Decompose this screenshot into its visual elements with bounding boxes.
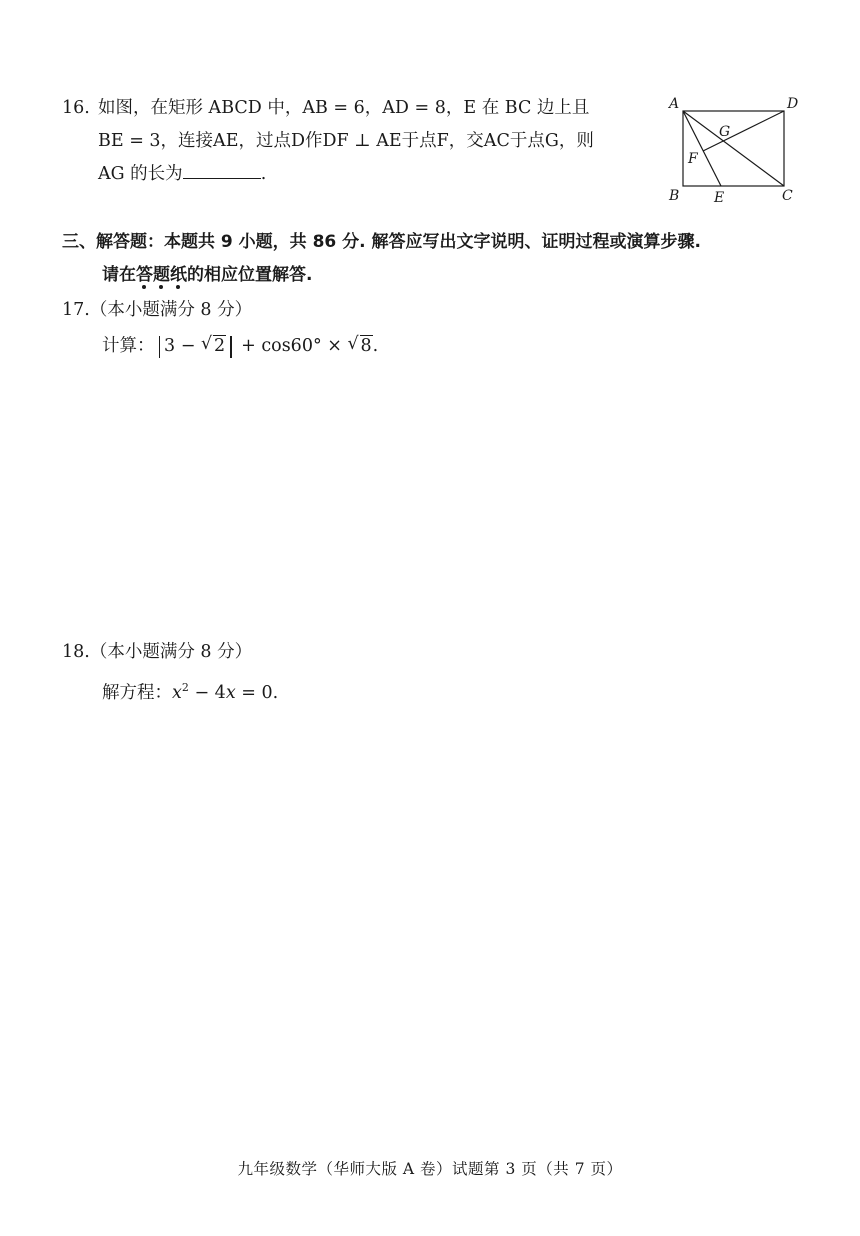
- segment-ae: [683, 111, 721, 186]
- sqrt-8: [348, 328, 373, 364]
- question-16-number: 16.: [62, 98, 90, 118]
- emphasis-text: 答题纸: [136, 265, 187, 285]
- answer-blank: [183, 160, 261, 179]
- label-b: B: [669, 188, 680, 204]
- rectangle-figure: [664, 92, 810, 204]
- question-18-equation: [62, 670, 278, 711]
- emphasis-dot: [176, 285, 180, 289]
- emphasis-answer-sheet: [136, 265, 187, 285]
- section-3-line-2-suffix: 的相应位置解答.: [187, 265, 313, 285]
- question-17-end: .: [372, 336, 379, 356]
- page-footer: 九年级数学（华师大版 A 卷）试题第 3 页（共 7 页）: [237, 1160, 623, 1178]
- question-16-line-2: BE = 3，连接AE，过点D作DF ⊥ AE于点F，交AC于点G，则: [98, 131, 594, 151]
- radical-sign: √: [347, 334, 359, 354]
- question-18-prefix: 解方程：: [102, 682, 172, 703]
- radicand-8: 8: [360, 336, 372, 356]
- section-3-instructions: [62, 226, 822, 292]
- equation-part-2: = 0.: [235, 682, 279, 703]
- segment-df: [703, 111, 784, 151]
- radical-sign: √: [200, 334, 213, 354]
- equation-part-1: − 4: [188, 682, 226, 703]
- question-18-header: 18.（本小题满分 8 分）: [62, 642, 253, 662]
- question-16-line-1: [62, 92, 652, 125]
- label-g: G: [719, 124, 731, 140]
- question-16-line-3: [62, 158, 652, 191]
- emphasis-dot: [159, 285, 163, 289]
- label-e: E: [714, 190, 725, 204]
- question-16-text-3: AG 的长为: [98, 164, 183, 184]
- variable-x: x: [225, 682, 236, 703]
- question-16-period: .: [260, 164, 267, 184]
- question-16: [62, 92, 652, 191]
- question-18: [62, 634, 278, 711]
- section-3-line-1: 三、解答题：本题共 9 小题，共 86 分. 解答应写出文字说明、证明过程或演算步骤.: [62, 232, 701, 252]
- sqrt-2: [201, 328, 226, 364]
- radicand-2: 2: [213, 336, 226, 356]
- question-17: [62, 292, 378, 364]
- variable-x: x: [172, 682, 182, 703]
- abs-bar-left: [159, 336, 161, 358]
- question-17-expression: [62, 328, 378, 364]
- exponent: 2: [181, 681, 189, 694]
- abs-bar-right: [230, 336, 232, 358]
- emphasis-dot: [142, 285, 146, 289]
- section-3-line-2: [62, 259, 822, 292]
- label-d: D: [787, 96, 799, 112]
- question-17-header: 17.（本小题满分 8 分）: [62, 300, 253, 320]
- abs-inner: 3 −: [164, 336, 201, 356]
- question-17-prefix: 计算：: [102, 336, 155, 356]
- section-3-line-2-prefix: 请在: [102, 265, 136, 285]
- question-17-middle: + cos60° ×: [235, 336, 348, 356]
- label-c: C: [782, 188, 793, 204]
- question-16-text-1: 如图，在矩形 ABCD 中，AB = 6，AD = 8，E 在 BC 边上且: [98, 98, 590, 118]
- label-f: F: [688, 151, 698, 167]
- segment-ac: [683, 111, 784, 186]
- label-a: A: [669, 96, 680, 112]
